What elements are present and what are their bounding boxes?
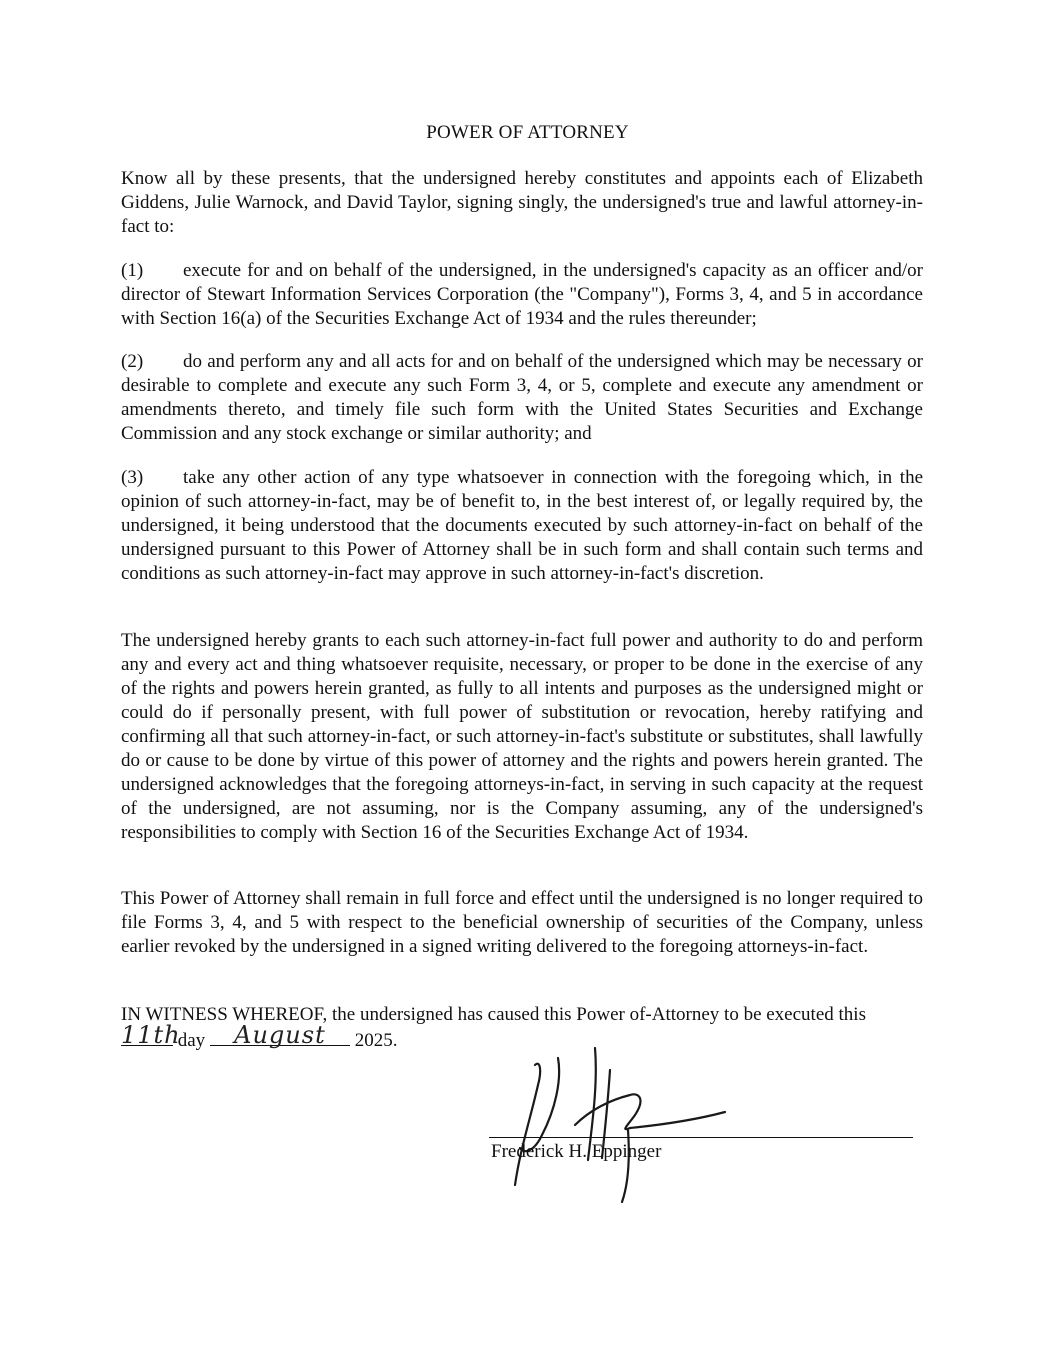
handwritten-signature <box>480 1040 750 1205</box>
year-text: 2025. <box>354 1030 398 1051</box>
clause-3 <box>121 466 923 586</box>
month-blank <box>210 1021 350 1049</box>
signature-line <box>489 1137 913 1138</box>
signature-stroke <box>630 1112 725 1128</box>
clause-1-number: (1) <box>121 260 144 281</box>
grant-paragraph: The undersigned hereby grants to each such attorney-in-fact full power and authority to do and perform any and every act and thing whatsoever requisite, necessary, or proper to be done in the exercise of any of the rights and powers herein granted, as fully to all intents and purposes as the undersigned might or could do if personally present, with full power of substitution or revocation, hereby ratifying and confirming all that such attorney-in-fact, or such attorney-in-fact's substitute or substitutes, shall lawfully do or cause to be done by virtue of this power of attorney and the rights and powers herein granted. The undersigned acknowledges that the foregoing attorneys-in-fact, in serving in such capacity at the request of the undersigned, are not assuming, nor is the Company assuming, any of the undersigned's responsibilities to comply with Section 16 of the Securities Exchange Act of 1934. <box>121 630 923 843</box>
signatory-name: Frederick H. Eppinger <box>491 1141 662 1162</box>
day-label: day <box>177 1030 206 1051</box>
handwritten-day: 11th <box>121 1021 181 1049</box>
clause-2-text: do and perform any and all acts for and on behalf of the undersigned which may be necessary or desirable to complete and execute any such Form 3, 4, or 5, complete and execute any amendment or amendments thereto, and timely file such form with the United States Securities and Exchange Commission and any stock exchange or similar authority; and <box>121 351 923 444</box>
clause-3-number: (3) <box>121 467 144 488</box>
execution-date-line <box>121 1021 521 1053</box>
witness-clause: IN WITNESS WHEREOF, the undersigned has caused this Power of-Attorney to be executed this <box>121 1004 866 1025</box>
term-paragraph: This Power of Attorney shall remain in full force and effect until the undersigned is no longer required to file Forms 3, 4, and 5 with respect to the beneficial ownership of securities of the Company, unless earlier revoked by the undersigned in a signed writing delivered to the foregoing attorneys-in-fact. <box>121 888 923 957</box>
clause-2-number: (2) <box>121 351 144 372</box>
document-title: POWER OF ATTORNEY <box>426 122 629 143</box>
day-blank <box>121 1021 181 1049</box>
clause-2 <box>121 350 923 446</box>
clause-1 <box>121 259 923 331</box>
signature-stroke <box>515 1064 540 1185</box>
handwritten-month: August <box>234 1021 326 1049</box>
clause-1-text: execute for and on behalf of the undersigned, in the undersigned's capacity as an officer and/or director of Stewart Information Services Corporation (the "Company"), Forms 3, 4, and 5 in accordance with Section 16(a) of the Securities Exchange Act of 1934 and the rules thereunder; <box>121 260 923 329</box>
clause-3-text: take any other action of any type whatsoever in connection with the foregoing which, in the opinion of such attorney-in-fact, may be of benefit to, in the best interest of, or legally required by, the undersigned, it being understood that the documents executed by such attorney-in-fact on behalf of the undersigned pursuant to this Power of Attorney shall be in such form and shall contain such terms and conditions as such attorney-in-fact may approve in such attorney-in-fact's discretion. <box>121 467 923 584</box>
intro-paragraph: Know all by these presents, that the undersigned hereby constitutes and appoints each of Elizabeth Giddens, Julie Warnock, and David Taylor, signing singly, the undersigned's true and lawful attorney-in-fact to: <box>121 168 923 237</box>
